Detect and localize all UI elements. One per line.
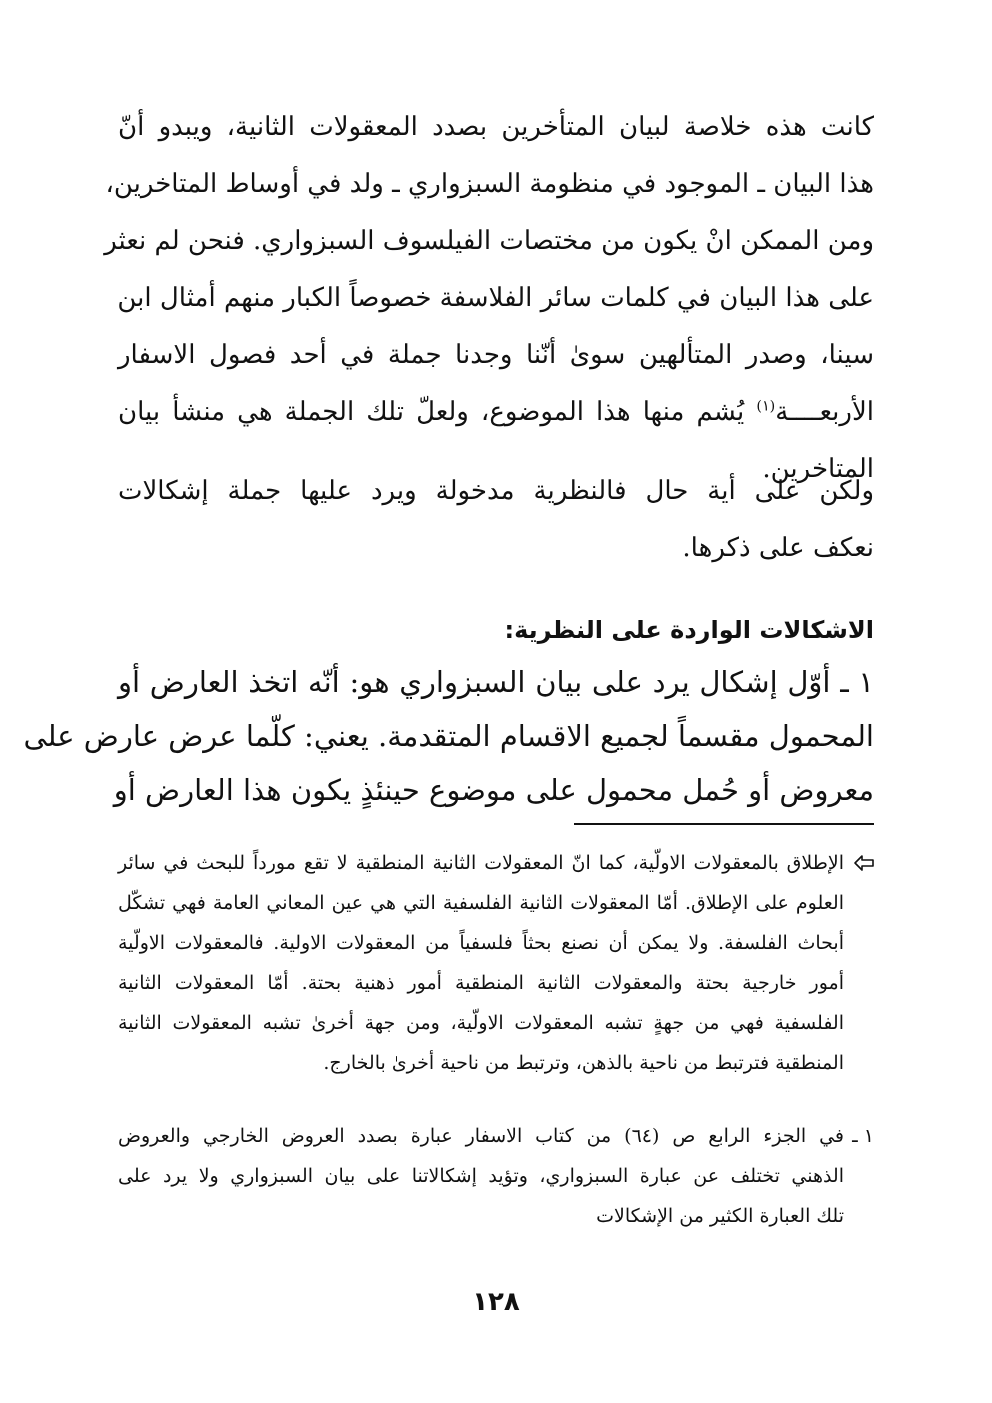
paragraph-line: على هذا البيان في كلمات سائر الفلاسفة خصوصاً الكبار منهم أمثال ابن [117, 283, 874, 313]
section-heading: الاشكالات الواردة على النظرية: [504, 616, 874, 644]
paragraph-line: ١ ـ أوّل إشكال يرد على بيان السبزواري هو: أنّه اتخذ العارض أو [118, 665, 874, 699]
paragraph-line: سينا، وصدر المتألهين سوىٰ أنّنا وجدنا جملة في أحد فصول الاسفار [118, 340, 874, 370]
paragraph-line: معروض أو حُمل محمول على موضوع حينئذٍ يكون هذا العارض أو [113, 773, 874, 807]
paragraph-2 [118, 463, 874, 577]
paragraph-line: كانت هذه خلاصة لبيان المتأخرين بصدد المعقولات الثانية، ويبدو أنّ [118, 112, 874, 142]
footnote-separator [574, 823, 874, 825]
footnote-number: ١ ـ [852, 1125, 874, 1147]
footnote-line: أمور خارجية بحتة والمعقولات الثانية المنطقية أمور ذهنية بحتة. أمّا المعقولات الثانية [118, 972, 844, 994]
footnote-line: أبحاث الفلسفة. ولا يمكن أن نصنع بحثاً فلسفياً من المعقولات الاولية. فالمعقولات الاولّية [118, 932, 844, 954]
paragraph-1 [104, 99, 875, 498]
paragraph-line: هذا البيان ـ الموجود في منظومة السبزواري ـ ولد في أوساط المتاخرين، [105, 169, 874, 199]
paragraph-line: ولكن على أية حال فالنظرية مدخولة ويرد عليها جملة إشكالات [118, 476, 874, 506]
footnote-reference[interactable]: (١) [756, 398, 776, 415]
footnote-line: تلك العبارة الكثير من الإشكالات [596, 1205, 844, 1227]
footnote-line: الفلسفية فهي من جهةٍ تشبه المعقولات الاولّية، ومن جهة أخرىٰ تشبه المعقولات الثانية [118, 1012, 844, 1034]
footnote-1 [118, 1116, 874, 1236]
footnote-line: الذهني تختلف عن عبارة السبزواري، وتؤيد إشكالاتنا على بيان السبزواري ولا يرد على [118, 1165, 844, 1187]
line-rest: يُشم منها هذا الموضوع، ولعلّ تلك الجملة هي منشأ بيان [118, 397, 745, 427]
line-prefix: الأربعــــة [775, 397, 875, 427]
paragraph-line: نعكف على ذكرها. [682, 533, 874, 563]
footnote-line: الإطلاق بالمعقولات الاولّية، كما انّ المعقولات الثانية المنطقية لا تقع مورداً للبحث في سائر [118, 852, 844, 874]
footnote-line: في الجزء الرابع ص (٦٤) من كتاب الاسفار عبارة بصدد العروض الخارجي والعروض [118, 1125, 844, 1147]
paragraph-3 [23, 655, 874, 817]
footnote-line: المنطقية فترتبط من ناحية بالذهن، وترتبط من ناحية أخرىٰ بالخارج. [323, 1052, 844, 1074]
arrow-continuation-icon [854, 855, 874, 871]
paragraph-line: المتاخرين. [762, 454, 874, 484]
footnote-continuation [118, 843, 874, 1083]
paragraph-line-with-footnote [118, 384, 874, 441]
page-number: ١٢٨ [472, 1287, 520, 1317]
footnote-line: العلوم على الإطلاق. أمّا المعقولات الثانية الفلسفية التي هي عين المعاني العامة فهي تشكّل [118, 892, 844, 914]
paragraph-line: ومن الممكن انْ يكون من مختصات الفيلسوف السبزواري. فنحن لم نعثر [104, 226, 874, 256]
paragraph-line: المحمول مقسماً لجميع الاقسام المتقدمة. يعني: كلّما عرض عارض على [23, 719, 874, 753]
